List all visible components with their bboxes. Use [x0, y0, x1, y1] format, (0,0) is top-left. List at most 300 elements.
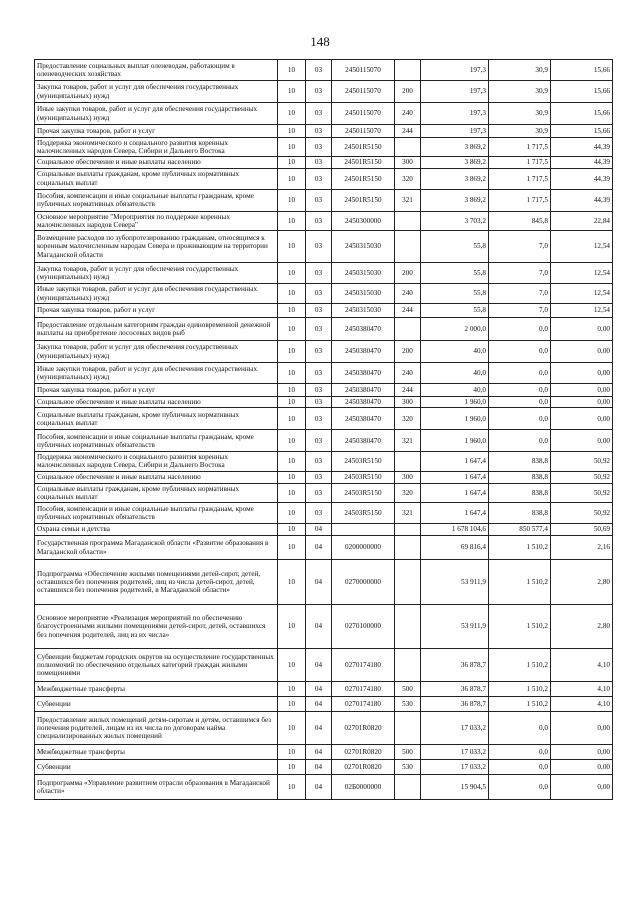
planned-amount-cell: 3 869,2	[421, 138, 489, 157]
section-code-cell: 10	[278, 318, 306, 341]
section-code-cell: 10	[278, 560, 306, 605]
table-row	[35, 263, 613, 284]
subsection-code-cell: 04	[306, 524, 332, 536]
expense-type-cell: 200	[395, 81, 421, 103]
section-code-cell: 10	[278, 363, 306, 384]
subsection-code-cell: 03	[306, 125, 332, 138]
row-name-cell: Субвенции	[35, 697, 278, 712]
table-row	[35, 168, 613, 189]
expense-type-cell: 300	[395, 471, 421, 483]
executed-amount-cell: 0,0	[489, 712, 551, 745]
executed-amount-cell: 0,0	[489, 384, 551, 397]
execution-percent-cell: 50,92	[551, 471, 613, 483]
section-code-cell: 10	[278, 775, 306, 800]
expense-type-cell	[395, 138, 421, 157]
execution-percent-cell: 2,80	[551, 605, 613, 649]
subsection-code-cell: 03	[306, 189, 332, 211]
target-article-cell: 24501R5150	[332, 138, 395, 157]
target-article-cell: 02701R0820	[332, 712, 395, 745]
table-row	[35, 775, 613, 800]
expense-type-cell	[395, 775, 421, 800]
planned-amount-cell: 55,8	[421, 231, 489, 263]
table-row	[35, 408, 613, 430]
subsection-code-cell: 04	[306, 760, 332, 775]
planned-amount-cell: 55,8	[421, 263, 489, 284]
row-name-cell: Предоставление отдельным категориям граждан единовременной денежной выплаты на приобретение лососевых видов рыб	[35, 318, 278, 341]
section-code-cell: 10	[278, 138, 306, 157]
planned-amount-cell: 40,0	[421, 341, 489, 363]
target-article-cell	[332, 524, 395, 536]
target-article-cell: 2450315030	[332, 263, 395, 284]
target-article-cell: 2450380470	[332, 430, 395, 452]
execution-percent-cell: 0,00	[551, 712, 613, 745]
executed-amount-cell: 0,0	[489, 775, 551, 800]
subsection-code-cell: 03	[306, 263, 332, 284]
expense-type-cell: 244	[395, 384, 421, 397]
subsection-code-cell: 04	[306, 649, 332, 682]
table-row	[35, 231, 613, 263]
execution-percent-cell: 12,54	[551, 231, 613, 263]
subsection-code-cell: 03	[306, 318, 332, 341]
target-article-cell: 0270100000	[332, 605, 395, 649]
expense-type-cell	[395, 560, 421, 605]
target-article-cell: 24501R5150	[332, 168, 395, 189]
executed-amount-cell: 845,8	[489, 211, 551, 230]
execution-percent-cell: 44,39	[551, 138, 613, 157]
executed-amount-cell: 0,0	[489, 430, 551, 452]
planned-amount-cell: 1 960,0	[421, 408, 489, 430]
executed-amount-cell: 838,8	[489, 452, 551, 471]
table-row	[35, 60, 613, 81]
planned-amount-cell: 1 678 104,6	[421, 524, 489, 536]
section-code-cell: 10	[278, 682, 306, 697]
row-name-cell: Социальное обеспечение и иные выплаты населению	[35, 397, 278, 408]
target-article-cell: 2450315030	[332, 231, 395, 263]
execution-percent-cell: 15,66	[551, 103, 613, 125]
executed-amount-cell: 1 510,2	[489, 682, 551, 697]
section-code-cell: 10	[278, 189, 306, 211]
section-code-cell: 10	[278, 745, 306, 760]
execution-percent-cell: 44,39	[551, 168, 613, 189]
target-article-cell: 24503R5150	[332, 471, 395, 483]
row-name-cell: Иные закупки товаров, работ и услуг для обеспечения государственных (муниципальных) нужд	[35, 103, 278, 125]
target-article-cell: 2450380470	[332, 341, 395, 363]
subsection-code-cell: 03	[306, 103, 332, 125]
row-name-cell: Закупка товаров, работ и услуг для обеспечения государственных (муниципальных) нужд	[35, 341, 278, 363]
target-article-cell: 2450380470	[332, 408, 395, 430]
executed-amount-cell: 1 717,5	[489, 157, 551, 168]
execution-percent-cell: 50,92	[551, 483, 613, 502]
table-row	[35, 760, 613, 775]
subsection-code-cell: 03	[306, 231, 332, 263]
planned-amount-cell: 1 647,4	[421, 483, 489, 502]
target-article-cell: 0270174180	[332, 649, 395, 682]
table-row	[35, 363, 613, 384]
table-row	[35, 560, 613, 605]
table-row	[35, 524, 613, 536]
planned-amount-cell: 3 869,2	[421, 189, 489, 211]
table-row	[35, 125, 613, 138]
execution-percent-cell: 12,54	[551, 263, 613, 284]
table-row	[35, 81, 613, 103]
target-article-cell: 02Б0000000	[332, 775, 395, 800]
section-code-cell: 10	[278, 304, 306, 318]
expense-type-cell: 244	[395, 304, 421, 318]
row-name-cell: Подпрограмма «Управление развитием отрасли образования в Магаданской области»	[35, 775, 278, 800]
table-row	[35, 605, 613, 649]
execution-percent-cell: 0,00	[551, 430, 613, 452]
row-name-cell: Подпрограмма «Обеспечение жилыми помещениями детей-сирот, детей, оставшихся без попечения родителей, лиц из числа детей-сирот, детей, оставшихся без попечения родителей, в Магаданской области»	[35, 560, 278, 605]
executed-amount-cell: 30,9	[489, 125, 551, 138]
executed-amount-cell: 1 510,2	[489, 536, 551, 560]
expense-type-cell: 240	[395, 363, 421, 384]
table-row	[35, 682, 613, 697]
execution-percent-cell: 12,54	[551, 304, 613, 318]
subsection-code-cell: 04	[306, 560, 332, 605]
expense-type-cell	[395, 231, 421, 263]
target-article-cell: 0200000000	[332, 536, 395, 560]
target-article-cell: 2450115070	[332, 60, 395, 81]
row-name-cell: Поддержка экономического и социального развития коренных малочисленных народов Севера, Сибири и Дальнего Востока	[35, 452, 278, 471]
executed-amount-cell: 1 510,2	[489, 697, 551, 712]
row-name-cell: Иные закупки товаров, работ и услуг для обеспечения государственных (муниципальных) нужд	[35, 363, 278, 384]
table-row	[35, 452, 613, 471]
subsection-code-cell: 03	[306, 471, 332, 483]
executed-amount-cell: 7,0	[489, 304, 551, 318]
section-code-cell: 10	[278, 60, 306, 81]
subsection-code-cell: 04	[306, 682, 332, 697]
planned-amount-cell: 197,3	[421, 125, 489, 138]
target-article-cell: 2450315030	[332, 284, 395, 304]
target-article-cell: 24501R5150	[332, 157, 395, 168]
table-row	[35, 430, 613, 452]
execution-percent-cell: 50,92	[551, 503, 613, 524]
execution-percent-cell: 15,66	[551, 81, 613, 103]
table-row	[35, 103, 613, 125]
subsection-code-cell: 04	[306, 775, 332, 800]
section-code-cell: 10	[278, 168, 306, 189]
table-row	[35, 138, 613, 157]
section-code-cell: 10	[278, 649, 306, 682]
expense-type-cell	[395, 318, 421, 341]
subsection-code-cell: 04	[306, 712, 332, 745]
section-code-cell: 10	[278, 503, 306, 524]
target-article-cell: 24503R5150	[332, 483, 395, 502]
row-name-cell: Субвенции	[35, 760, 278, 775]
subsection-code-cell: 03	[306, 157, 332, 168]
executed-amount-cell: 7,0	[489, 284, 551, 304]
execution-percent-cell: 0,00	[551, 363, 613, 384]
planned-amount-cell: 15 904,5	[421, 775, 489, 800]
planned-amount-cell: 69 816,4	[421, 536, 489, 560]
planned-amount-cell: 197,3	[421, 81, 489, 103]
row-name-cell: Возмещение расходов по зубопротезированию гражданам, относящимся к коренным малочисленным народам Севера и проживающим на территории Магаданской области	[35, 231, 278, 263]
row-name-cell: Прочая закупка товаров, работ и услуг	[35, 384, 278, 397]
section-code-cell: 10	[278, 430, 306, 452]
expense-type-cell: 200	[395, 263, 421, 284]
planned-amount-cell: 55,8	[421, 284, 489, 304]
expense-type-cell	[395, 524, 421, 536]
executed-amount-cell: 1 717,5	[489, 168, 551, 189]
section-code-cell: 10	[278, 157, 306, 168]
planned-amount-cell: 197,3	[421, 103, 489, 125]
target-article-cell: 0270174180	[332, 682, 395, 697]
execution-percent-cell: 0,00	[551, 745, 613, 760]
planned-amount-cell: 197,3	[421, 60, 489, 81]
row-name-cell: Закупка товаров, работ и услуг для обеспечения государственных (муниципальных) нужд	[35, 263, 278, 284]
expense-type-cell: 321	[395, 430, 421, 452]
section-code-cell: 10	[278, 483, 306, 502]
row-name-cell: Социальное обеспечение и иные выплаты населению	[35, 471, 278, 483]
target-article-cell: 2450380470	[332, 397, 395, 408]
table-row	[35, 189, 613, 211]
table-row	[35, 157, 613, 168]
table-row	[35, 211, 613, 230]
target-article-cell: 02701R0820	[332, 760, 395, 775]
subsection-code-cell: 03	[306, 397, 332, 408]
table-row	[35, 697, 613, 712]
planned-amount-cell: 1 960,0	[421, 430, 489, 452]
subsection-code-cell: 03	[306, 81, 332, 103]
subsection-code-cell: 03	[306, 168, 332, 189]
executed-amount-cell: 1 717,5	[489, 189, 551, 211]
subsection-code-cell: 03	[306, 503, 332, 524]
planned-amount-cell: 1 647,4	[421, 452, 489, 471]
table-row	[35, 341, 613, 363]
executed-amount-cell: 1 717,5	[489, 138, 551, 157]
expense-type-cell	[395, 536, 421, 560]
subsection-code-cell: 04	[306, 605, 332, 649]
planned-amount-cell: 36 878,7	[421, 649, 489, 682]
executed-amount-cell: 838,8	[489, 471, 551, 483]
execution-percent-cell: 44,39	[551, 157, 613, 168]
execution-percent-cell: 50,92	[551, 452, 613, 471]
expense-type-cell: 300	[395, 397, 421, 408]
section-code-cell: 10	[278, 397, 306, 408]
row-name-cell: Социальные выплаты гражданам, кроме публичных нормативных социальных выплат	[35, 168, 278, 189]
expense-type-cell: 240	[395, 284, 421, 304]
section-code-cell: 10	[278, 125, 306, 138]
expense-type-cell	[395, 649, 421, 682]
expense-type-cell: 500	[395, 682, 421, 697]
row-name-cell: Пособия, компенсации и иные социальные выплаты гражданам, кроме публичных нормативных обязательств	[35, 189, 278, 211]
execution-percent-cell: 50,69	[551, 524, 613, 536]
execution-percent-cell: 4,10	[551, 682, 613, 697]
table-row	[35, 483, 613, 502]
executed-amount-cell: 30,9	[489, 103, 551, 125]
planned-amount-cell: 55,8	[421, 304, 489, 318]
planned-amount-cell: 1 647,4	[421, 471, 489, 483]
row-name-cell: Прочая закупка товаров, работ и услуг	[35, 304, 278, 318]
row-name-cell: Социальные выплаты гражданам, кроме публичных нормативных социальных выплат	[35, 483, 278, 502]
execution-percent-cell: 2,80	[551, 560, 613, 605]
execution-percent-cell: 15,66	[551, 125, 613, 138]
section-code-cell: 10	[278, 697, 306, 712]
planned-amount-cell: 1 960,0	[421, 397, 489, 408]
row-name-cell: Государственная программа Магаданской области «Развитие образования в Магаданской области»	[35, 536, 278, 560]
subsection-code-cell: 04	[306, 697, 332, 712]
planned-amount-cell: 17 033,2	[421, 712, 489, 745]
section-code-cell: 10	[278, 712, 306, 745]
execution-percent-cell: 15,66	[551, 60, 613, 81]
planned-amount-cell: 17 033,2	[421, 745, 489, 760]
table-row	[35, 536, 613, 560]
execution-percent-cell: 0,00	[551, 384, 613, 397]
executed-amount-cell: 850 577,4	[489, 524, 551, 536]
section-code-cell: 10	[278, 341, 306, 363]
executed-amount-cell: 30,9	[489, 81, 551, 103]
execution-percent-cell: 4,10	[551, 649, 613, 682]
expense-type-cell	[395, 60, 421, 81]
subsection-code-cell: 03	[306, 452, 332, 471]
expense-type-cell: 200	[395, 341, 421, 363]
section-code-cell: 10	[278, 408, 306, 430]
target-article-cell: 24501R5150	[332, 189, 395, 211]
expense-type-cell: 530	[395, 697, 421, 712]
planned-amount-cell: 53 911,9	[421, 605, 489, 649]
budget-table-body	[35, 60, 613, 800]
row-name-cell: Охрана семьи и детства	[35, 524, 278, 536]
subsection-code-cell: 03	[306, 384, 332, 397]
execution-percent-cell: 22,84	[551, 211, 613, 230]
row-name-cell: Прочая закупка товаров, работ и услуг	[35, 125, 278, 138]
target-article-cell: 2450300000	[332, 211, 395, 230]
table-row	[35, 745, 613, 760]
executed-amount-cell: 7,0	[489, 231, 551, 263]
executed-amount-cell: 1 510,2	[489, 605, 551, 649]
section-code-cell: 10	[278, 536, 306, 560]
expense-type-cell: 244	[395, 125, 421, 138]
subsection-code-cell: 03	[306, 138, 332, 157]
execution-percent-cell: 0,00	[551, 318, 613, 341]
section-code-cell: 10	[278, 211, 306, 230]
table-row	[35, 304, 613, 318]
planned-amount-cell: 3 869,2	[421, 168, 489, 189]
target-article-cell: 0270000000	[332, 560, 395, 605]
planned-amount-cell: 3 869,2	[421, 157, 489, 168]
row-name-cell: Предоставление социальных выплат оленеводам, работающим в оленеводческих хозяйствах	[35, 60, 278, 81]
target-article-cell: 2450380470	[332, 384, 395, 397]
planned-amount-cell: 36 878,7	[421, 682, 489, 697]
row-name-cell: Социальные выплаты гражданам, кроме публичных нормативных социальных выплат	[35, 408, 278, 430]
execution-percent-cell: 0,00	[551, 760, 613, 775]
target-article-cell: 24503R5150	[332, 452, 395, 471]
execution-percent-cell: 0,00	[551, 341, 613, 363]
planned-amount-cell: 53 911,9	[421, 560, 489, 605]
subsection-code-cell: 04	[306, 536, 332, 560]
executed-amount-cell: 30,9	[489, 60, 551, 81]
target-article-cell: 2450115070	[332, 81, 395, 103]
section-code-cell: 10	[278, 471, 306, 483]
section-code-cell: 10	[278, 524, 306, 536]
planned-amount-cell: 3 703,2	[421, 211, 489, 230]
planned-amount-cell: 40,0	[421, 384, 489, 397]
executed-amount-cell: 838,8	[489, 483, 551, 502]
planned-amount-cell: 1 647,4	[421, 503, 489, 524]
expense-type-cell	[395, 211, 421, 230]
section-code-cell: 10	[278, 452, 306, 471]
planned-amount-cell: 40,0	[421, 363, 489, 384]
execution-percent-cell: 0,00	[551, 775, 613, 800]
table-row	[35, 649, 613, 682]
expense-type-cell: 321	[395, 189, 421, 211]
expense-type-cell	[395, 452, 421, 471]
expense-type-cell: 240	[395, 103, 421, 125]
expense-type-cell: 320	[395, 408, 421, 430]
planned-amount-cell: 17 033,2	[421, 760, 489, 775]
row-name-cell: Пособия, компенсации и иные социальные выплаты гражданам, кроме публичных нормативных обязательств	[35, 430, 278, 452]
section-code-cell: 10	[278, 760, 306, 775]
expense-type-cell: 320	[395, 168, 421, 189]
section-code-cell: 10	[278, 605, 306, 649]
row-name-cell: Пособия, компенсации и иные социальные выплаты гражданам, кроме публичных нормативных обязательств	[35, 503, 278, 524]
row-name-cell: Основное мероприятие "Мероприятия по поддержке коренных малочисленных народов Севера"	[35, 211, 278, 230]
subsection-code-cell: 03	[306, 284, 332, 304]
table-row	[35, 397, 613, 408]
budget-table	[34, 59, 613, 800]
planned-amount-cell: 36 878,7	[421, 697, 489, 712]
row-name-cell: Предоставление жилых помещений детям-сиротам и детям, оставшимся без попечения родителей, лицам из их числа по договорам найма специализированных жилых помещений	[35, 712, 278, 745]
table-row	[35, 384, 613, 397]
page-number: 148	[310, 34, 330, 49]
row-name-cell: Субвенции бюджетам городских округов на осуществление государственных полномочий по обеспечению отдельных категорий граждан жилыми помещениями	[35, 649, 278, 682]
expense-type-cell: 500	[395, 745, 421, 760]
executed-amount-cell: 0,0	[489, 341, 551, 363]
section-code-cell: 10	[278, 284, 306, 304]
subsection-code-cell: 03	[306, 483, 332, 502]
row-name-cell: Социальное обеспечение и иные выплаты населению	[35, 157, 278, 168]
executed-amount-cell: 0,0	[489, 760, 551, 775]
expense-type-cell: 321	[395, 503, 421, 524]
row-name-cell: Закупка товаров, работ и услуг для обеспечения государственных (муниципальных) нужд	[35, 81, 278, 103]
executed-amount-cell: 7,0	[489, 263, 551, 284]
target-article-cell: 24503R5150	[332, 503, 395, 524]
section-code-cell: 10	[278, 263, 306, 284]
table-row	[35, 503, 613, 524]
target-article-cell: 2450380470	[332, 363, 395, 384]
executed-amount-cell: 0,0	[489, 363, 551, 384]
table-row	[35, 318, 613, 341]
executed-amount-cell: 0,0	[489, 408, 551, 430]
section-code-cell: 10	[278, 81, 306, 103]
row-name-cell: Основное мероприятие «Реализация мероприятий по обеспечению благоустроенными жилыми помещениями детей-сирот, детей, оставшихся без попечения родителей, лиц из их числа»	[35, 605, 278, 649]
table-row	[35, 712, 613, 745]
table-row	[35, 471, 613, 483]
executed-amount-cell: 0,0	[489, 397, 551, 408]
executed-amount-cell: 838,8	[489, 503, 551, 524]
row-name-cell: Поддержка экономического и социального развития коренных малочисленных народов Севера, Сибири и Дальнего Востока	[35, 138, 278, 157]
row-name-cell: Межбюджетные трансферты	[35, 745, 278, 760]
subsection-code-cell: 03	[306, 304, 332, 318]
expense-type-cell: 300	[395, 157, 421, 168]
executed-amount-cell: 0,0	[489, 745, 551, 760]
subsection-code-cell: 03	[306, 211, 332, 230]
execution-percent-cell: 0,00	[551, 408, 613, 430]
subsection-code-cell: 03	[306, 430, 332, 452]
subsection-code-cell: 03	[306, 341, 332, 363]
execution-percent-cell: 12,54	[551, 284, 613, 304]
subsection-code-cell: 04	[306, 745, 332, 760]
target-article-cell: 2450115070	[332, 125, 395, 138]
table-row	[35, 284, 613, 304]
row-name-cell: Иные закупки товаров, работ и услуг для обеспечения государственных (муниципальных) нужд	[35, 284, 278, 304]
expense-type-cell: 320	[395, 483, 421, 502]
section-code-cell: 10	[278, 384, 306, 397]
subsection-code-cell: 03	[306, 408, 332, 430]
expense-type-cell	[395, 605, 421, 649]
executed-amount-cell: 0,0	[489, 318, 551, 341]
subsection-code-cell: 03	[306, 60, 332, 81]
